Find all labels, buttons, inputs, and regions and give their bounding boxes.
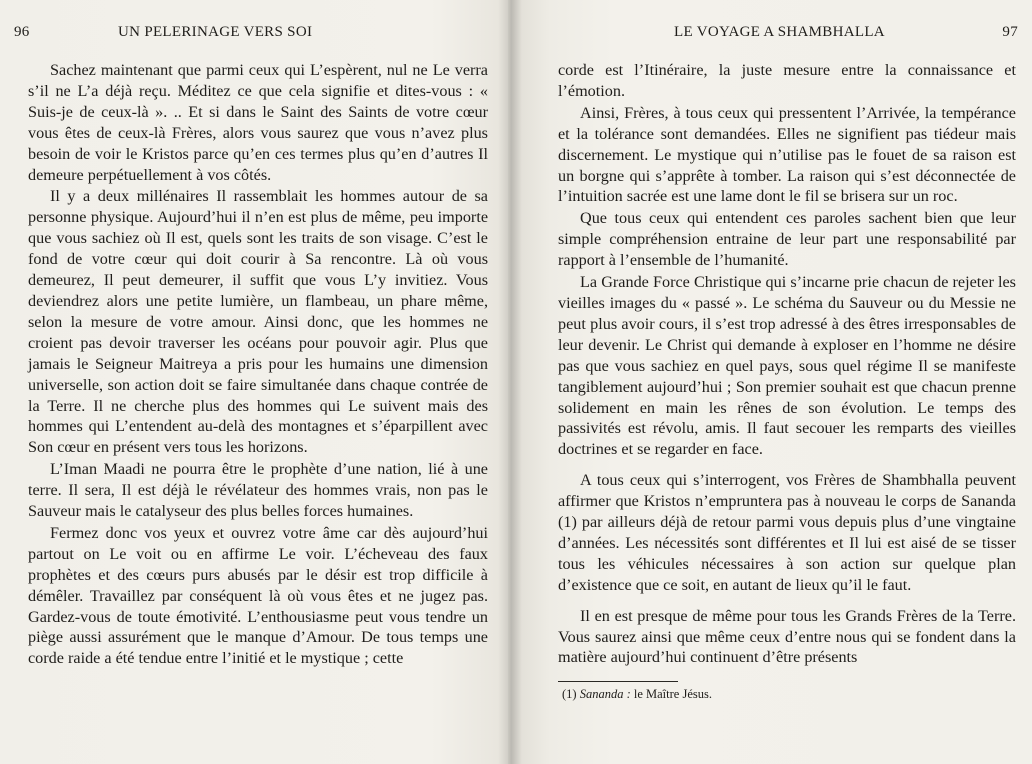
paragraph: Que tous ceux qui entendent ces paroles sachent bien que leur simple compréhension entraine de leur part une responsabilité par rapport à l’ensemble de l’humanité. — [558, 209, 1016, 270]
paragraph: L’Iman Maadi ne pourra être le prophète d’une nation, lié à une terre. Il sera, Il est déjà le révélateur des hommes vrais, non pas le Sauveur mais le catalyseur des plus belles forces humaines. — [28, 460, 488, 521]
footnote-marker: (1) — [562, 687, 577, 702]
right-page-header — [558, 24, 1016, 44]
footnote — [558, 686, 1016, 702]
paragraph: Fermez donc vos yeux et ouvrez votre âme car dès aujourd’hui partout on Le voit ou en affirme Le voir. L’écheveau des faux prophètes et des cœurs purs abusés par le désir est trop difficile à démêler. Travaillez par conséquent là où vous êtes et ne jugez pas. Gardez-vous de toute émotivité. L’enthousiasme peut vous tendre un piège aussi assurément que le manque d’Amour. De tous temps une corde raide a été tendue entre l’initié et le mystique ; cette — [28, 523, 488, 668]
footnote-term: Sananda : — [579, 687, 631, 702]
left-page-header — [14, 24, 488, 44]
running-title: UN PELERINAGE VERS SOI — [118, 24, 313, 40]
running-title: LE VOYAGE A SHAMBHALLA — [674, 24, 885, 40]
paragraph: Il en est presque de même pour tous les Grands Frères de la Terre. Vous saurez ainsi que même ceux d’entre nous qui se fondent dans la matière aujourd’hui continuent d’être présents — [558, 606, 1016, 667]
paragraph: La Grande Force Christique qui s’incarne prie chacun de rejeter les vieilles images du « passé ». Le schéma du Sauveur ou du Messie ne peut plus avoir cours, il s’est trop adressé à des êtres irresponsables de leur devenir. Le Christ qui demande à exploser en l’homme ne désire pas que vous sachiez en quel pays, sous quel régime Il se manifeste tangiblement aujourd’hui ; Son premier souhait est que chacun prenne solidement en main les rênes de son évolution. Le temps des passivités est révolu, amis. Il faut secouer les remparts des vieilles doctrines et se regarder en face. — [558, 273, 1016, 459]
footnote-rule — [558, 681, 678, 682]
paragraph: Sachez maintenant que parmi ceux qui L’espèrent, nul ne Le verra s’il ne L’a déjà reçu. Méditez ce que cela signifie et dites-vous : « Suis-je de ceux-là ». .. Et si dans le Saint des Saints de votre cœur vous êtes de ceux-là Frères, alors vous saurez que vous n’avez plus besoin de voir le Kristos parce qu’en ces termes plus qu’en d’autres Il demeure perpétuellement à vos côtés. — [28, 61, 488, 184]
left-page — [0, 0, 508, 764]
page-number: 96 — [14, 24, 30, 40]
paragraph: Il y a deux millénaires Il rassemblait les hommes autour de sa personne physique. Aujourd’hui il n’en est plus de même, peu importe que vous sachiez où Il est, quels sont les traits de son visage. C’est le fond de votre cœur qui doit courir à Sa rencontre. Là où vous demeurez, Il peut demeurer, il suffit que vous L’y invitiez. Vous deviendrez alors une petite lumière, un flambeau, un phare même, selon la mesure de votre amour. Ainsi donc, que les hommes ne croient pas devoir traverser les océans pour pouvoir agir. Plus que jamais le Seigneur Maitreya a pris pour les humains une dimension universelle, son action doit se faire simultanée dans chaque contrée de la Terre. Il ne cherche plus des hommes qui Le suivent mais des hommes qui L’entendent au-delà des montagnes et s’éparpillent avec Son cœur en présent vers tous les horizons. — [28, 187, 488, 457]
paragraph: A tous ceux qui s’interrogent, vos Frères de Shambhalla peuvent affirmer que Kristos n’empruntera pas à nouveau le corps de Sananda (1) par ailleurs déjà de retour parmi vous depuis plus d’une vingtaine d’années. Les nécessités sont différentes et Il lui est aisé de se tisser tous les véhicules nécessaires à son action sur quelque plan d’existence que ce soit, en autant de lieux qu’il le faut. — [558, 471, 1016, 594]
paragraph-continuation: corde est l’Itinéraire, la juste mesure entre la connaissance et l’émotion. — [558, 61, 1016, 100]
footnote-text: le Maître Jésus. — [633, 687, 712, 702]
page-number: 97 — [1002, 24, 1018, 40]
right-page — [508, 0, 1032, 764]
paragraph: Ainsi, Frères, à tous ceux qui pressentent l’Arrivée, la tempérance et la tolérance sont demandées. Elles ne signifient pas tiédeur mais discernement. Le mystique qui n’utilise pas le fouet de sa raison est un borgne qui s’apprête à tomber. La raison qui s’est déconnectée de l’intuition sacrée est une lame dont le fil se brisera sur un roc. — [558, 103, 1016, 206]
